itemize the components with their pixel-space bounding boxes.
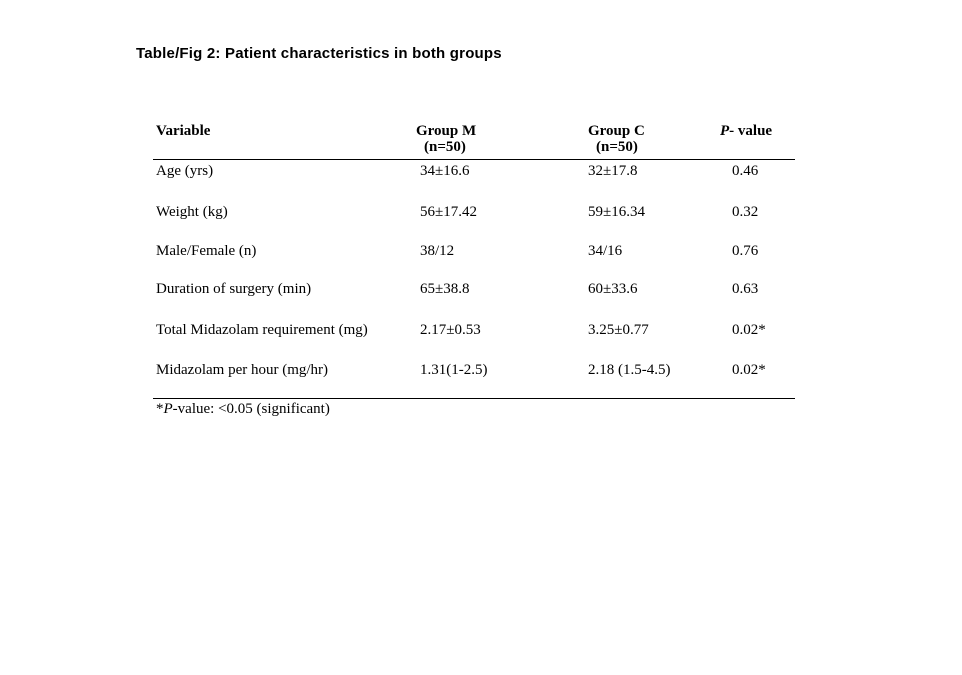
table-row [153,241,795,261]
cell-group-m: 38/12 [420,243,455,259]
cell-variable: Duration of surgery (min) [156,281,312,297]
cell-p-value: 0.02* [732,322,766,338]
patient-characteristics-table [153,121,795,417]
cell-group-m: 56±17.42 [420,204,477,220]
header-group-m-n: (n=50) [424,139,466,155]
cell-variable: Age (yrs) [156,163,214,179]
cell-group-c: 2.18 (1.5-4.5) [588,362,671,378]
cell-variable: Midazolam per hour (mg/hr) [156,362,329,378]
table-row [153,202,795,222]
header-group-m [416,123,476,155]
cell-group-c: 34/16 [588,243,623,259]
header-p-value [720,123,772,139]
footnote-asterisk: * [156,401,164,417]
cell-variable: Male/Female (n) [156,243,257,259]
cell-p-value: 0.63 [732,281,759,297]
table-row [153,279,795,299]
cell-p-value: 0.02* [732,362,766,378]
cell-variable: Total Midazolam requirement (mg) [156,322,368,338]
footnote-p-italic: P [163,401,173,417]
cell-group-m: 34±16.6 [420,163,470,179]
table-footnote [156,399,330,419]
header-group-m-label: Group M [416,123,477,139]
header-group-c-n: (n=50) [596,139,638,155]
header-group-c [588,123,645,155]
cell-group-c: 60±33.6 [588,281,638,297]
header-p-rest: - value [729,123,773,139]
figure-title: Table/Fig 2: Patient characteristics in both groups [136,45,502,62]
cell-group-m: 2.17±0.53 [420,322,481,338]
cell-group-c: 3.25±0.77 [588,322,649,338]
footnote-text: -value: <0.05 (significant) [172,401,330,417]
cell-group-c: 32±17.8 [588,163,638,179]
header-p-italic: P [720,123,730,139]
cell-group-m: 1.31(1-2.5) [420,362,488,378]
cell-p-value: 0.46 [732,163,759,179]
table-row [153,161,795,181]
table-row [153,320,795,340]
table-row [153,360,795,380]
cell-group-m: 65±38.8 [420,281,470,297]
header-group-c-label: Group C [588,123,645,139]
cell-p-value: 0.76 [732,243,759,259]
table-header [153,121,795,160]
header-variable: Variable [156,123,211,139]
cell-p-value: 0.32 [732,204,759,220]
cell-group-c: 59±16.34 [588,204,645,220]
cell-variable: Weight (kg) [156,204,228,220]
